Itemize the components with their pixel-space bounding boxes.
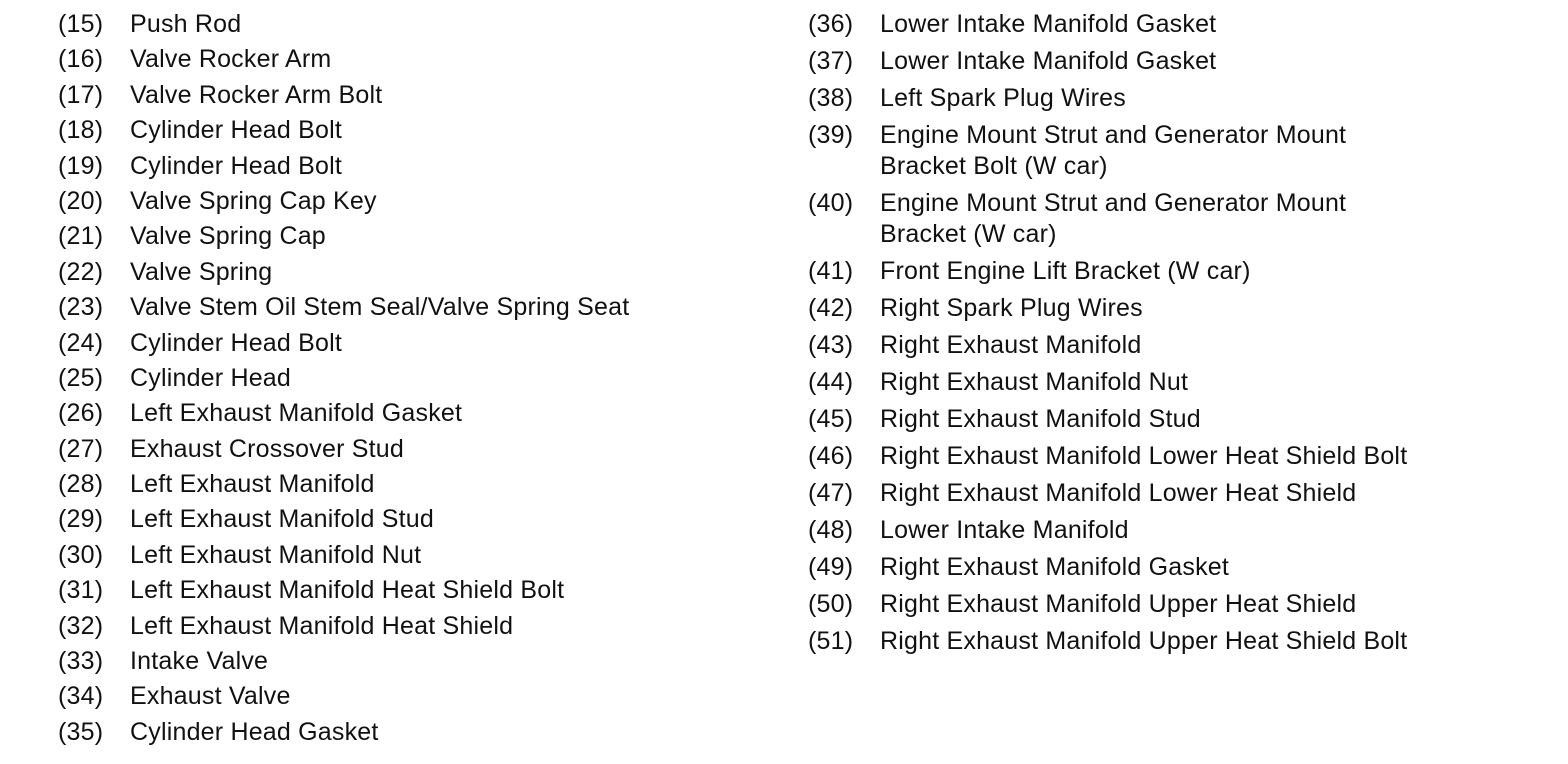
legend-item-number: (46) bbox=[808, 442, 854, 470]
legend-item-number: (21) bbox=[58, 222, 104, 251]
legend-item bbox=[808, 330, 1528, 361]
legend-item-number: (51) bbox=[808, 627, 854, 655]
legend-item-number: (20) bbox=[58, 186, 104, 215]
legend-item-label: Right Spark Plug Wires bbox=[880, 294, 1143, 322]
legend-item-number: (17) bbox=[58, 80, 104, 109]
legend-item-number: (49) bbox=[808, 553, 854, 581]
legend-item-number: (31) bbox=[58, 576, 104, 605]
legend-item-number: (16) bbox=[58, 45, 104, 74]
legend-item bbox=[58, 469, 758, 500]
legend-item-label: Intake Valve bbox=[130, 647, 269, 676]
legend-item-label: Cylinder Head Bolt bbox=[130, 116, 343, 145]
legend-item-number: (34) bbox=[58, 682, 104, 711]
legend-item-number: (36) bbox=[808, 10, 854, 38]
legend-item bbox=[58, 540, 758, 571]
legend-item-number: (39) bbox=[808, 121, 854, 149]
legend-item-label: Right Exhaust Manifold Upper Heat Shield Bolt bbox=[880, 627, 1408, 655]
legend-item bbox=[808, 293, 1528, 324]
legend-item-label: Valve Rocker Arm bbox=[130, 45, 332, 74]
legend-item-label: Valve Rocker Arm Bolt bbox=[130, 80, 383, 109]
legend-item bbox=[58, 398, 758, 429]
legend-item bbox=[808, 9, 1528, 40]
legend-item bbox=[58, 575, 758, 606]
legend-item-label: Cylinder Head bbox=[130, 363, 292, 392]
legend-item-number: (42) bbox=[808, 294, 854, 322]
legend-right-column bbox=[808, 9, 1528, 663]
legend-item-label: Left Exhaust Manifold bbox=[130, 470, 375, 499]
legend-item bbox=[58, 611, 758, 642]
legend-item bbox=[58, 646, 758, 677]
legend-item-number: (33) bbox=[58, 647, 104, 676]
legend-item-number: (37) bbox=[808, 47, 854, 75]
legend-item-number: (40) bbox=[808, 189, 854, 217]
legend-item bbox=[58, 328, 758, 359]
legend-item-label: Left Spark Plug Wires bbox=[880, 84, 1126, 112]
legend-item-label: Exhaust Valve bbox=[130, 682, 291, 711]
legend-left-column bbox=[58, 9, 758, 752]
legend-item-number: (19) bbox=[58, 151, 104, 180]
legend-item-number: (27) bbox=[58, 434, 104, 463]
legend-item-label: Cylinder Head Bolt bbox=[130, 151, 343, 180]
legend-item bbox=[808, 120, 1528, 182]
legend-item bbox=[808, 478, 1528, 509]
legend-item-number: (22) bbox=[58, 257, 104, 286]
legend-item-number: (32) bbox=[58, 611, 104, 640]
legend-item-number: (29) bbox=[58, 505, 104, 534]
legend-item-label: Lower Intake Manifold Gasket bbox=[880, 47, 1217, 75]
legend-item-number: (48) bbox=[808, 516, 854, 544]
legend-item bbox=[808, 367, 1528, 398]
legend-item-label: Cylinder Head Bolt bbox=[130, 328, 343, 357]
legend-item-label: Left Exhaust Manifold Heat Shield bbox=[130, 611, 514, 640]
legend-item bbox=[58, 292, 758, 323]
legend-item-number: (18) bbox=[58, 116, 104, 145]
legend-item-number: (28) bbox=[58, 470, 104, 499]
legend-item bbox=[58, 186, 758, 217]
legend-item-label: Right Exhaust Manifold Upper Heat Shield bbox=[880, 590, 1357, 618]
legend-item-label: Engine Mount Strut and Generator Mount Bracket (W car) bbox=[880, 189, 1347, 248]
legend-item-label: Right Exhaust Manifold Lower Heat Shield bbox=[880, 479, 1357, 507]
legend-item-label: Lower Intake Manifold bbox=[880, 516, 1129, 544]
legend-item-number: (44) bbox=[808, 368, 854, 396]
legend-item-label: Valve Spring Cap Key bbox=[130, 186, 377, 215]
legend-item-label: Left Exhaust Manifold Heat Shield Bolt bbox=[130, 576, 565, 605]
legend-item bbox=[58, 115, 758, 146]
legend-item bbox=[808, 626, 1528, 657]
legend-item-label: Right Exhaust Manifold bbox=[880, 331, 1142, 359]
legend-item-number: (24) bbox=[58, 328, 104, 357]
legend-item-number: (35) bbox=[58, 717, 104, 746]
legend-item-number: (30) bbox=[58, 540, 104, 569]
legend-item-label: Valve Stem Oil Stem Seal/Valve Spring Seat bbox=[130, 293, 630, 322]
legend-item bbox=[58, 80, 758, 111]
legend-item-label: Right Exhaust Manifold Gasket bbox=[880, 553, 1230, 581]
legend-item-label: Right Exhaust Manifold Nut bbox=[880, 368, 1189, 396]
legend-item bbox=[58, 434, 758, 465]
legend-item bbox=[808, 515, 1528, 546]
legend-item bbox=[58, 221, 758, 252]
legend-item-number: (23) bbox=[58, 293, 104, 322]
legend-item-label: Exhaust Crossover Stud bbox=[130, 434, 404, 463]
legend-item-number: (26) bbox=[58, 399, 104, 428]
legend-item bbox=[58, 151, 758, 182]
legend-item bbox=[808, 552, 1528, 583]
legend-item bbox=[58, 44, 758, 75]
legend-item bbox=[58, 257, 758, 288]
legend-item-label: Right Exhaust Manifold Stud bbox=[880, 405, 1201, 433]
legend-item bbox=[58, 363, 758, 394]
legend-item-number: (50) bbox=[808, 590, 854, 618]
legend-item-label: Left Exhaust Manifold Stud bbox=[130, 505, 434, 534]
legend-item-number: (25) bbox=[58, 363, 104, 392]
legend-item-number: (41) bbox=[808, 257, 854, 285]
legend-item bbox=[808, 46, 1528, 77]
legend-item-number: (43) bbox=[808, 331, 854, 359]
legend-item-label: Front Engine Lift Bracket (W car) bbox=[880, 257, 1251, 285]
legend-item-label: Left Exhaust Manifold Nut bbox=[130, 540, 422, 569]
legend-item bbox=[808, 83, 1528, 114]
legend-item bbox=[58, 9, 758, 40]
legend-item-label: Engine Mount Strut and Generator Mount Bracket Bolt (W car) bbox=[880, 121, 1347, 180]
legend-item-number: (45) bbox=[808, 405, 854, 433]
legend-item-number: (38) bbox=[808, 84, 854, 112]
legend-item bbox=[808, 589, 1528, 620]
legend-item-label: Push Rod bbox=[130, 10, 242, 38]
legend-item-label: Right Exhaust Manifold Lower Heat Shield Bolt bbox=[880, 442, 1408, 470]
legend-item bbox=[58, 717, 758, 748]
legend-item-label: Cylinder Head Gasket bbox=[130, 717, 379, 746]
legend-item-label: Valve Spring Cap bbox=[130, 222, 326, 251]
legend-item-number: (15) bbox=[58, 10, 104, 38]
legend-item bbox=[808, 188, 1528, 250]
legend-item bbox=[808, 441, 1528, 472]
legend-item-label: Valve Spring bbox=[130, 257, 273, 286]
legend-item-number: (47) bbox=[808, 479, 854, 507]
legend-item bbox=[58, 504, 758, 535]
legend-item bbox=[808, 256, 1528, 287]
legend-item-label: Lower Intake Manifold Gasket bbox=[880, 10, 1217, 38]
legend-item bbox=[808, 404, 1528, 435]
legend-item bbox=[58, 681, 758, 712]
legend-item-label: Left Exhaust Manifold Gasket bbox=[130, 399, 463, 428]
